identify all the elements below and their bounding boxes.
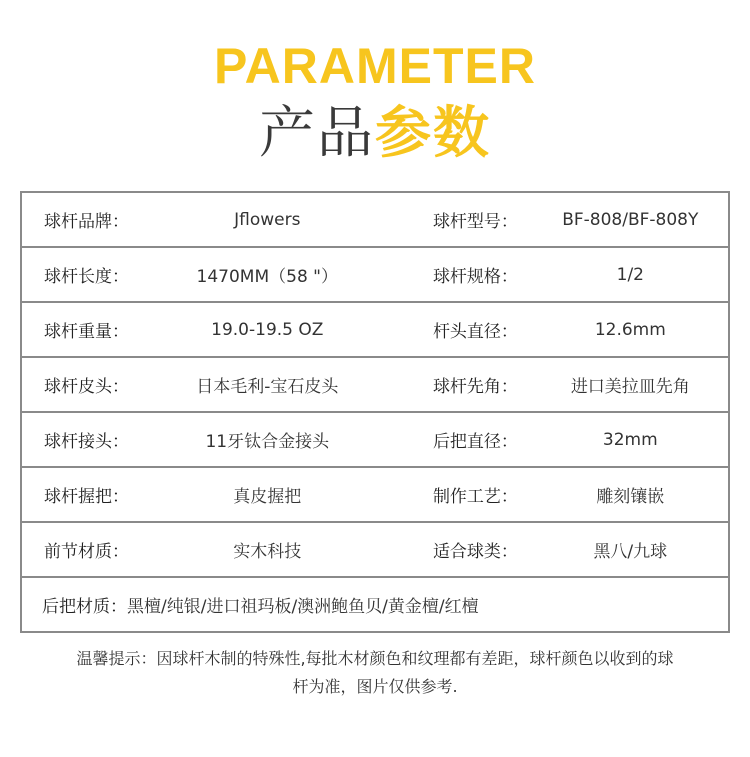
- table-row: [22, 248, 728, 303]
- param-label: 杆头直径：: [432, 322, 518, 342]
- param-value: 日本毛利-宝石皮头: [196, 377, 339, 397]
- param-label: 制作工艺：: [432, 487, 518, 507]
- param-label: 后把直径：: [432, 432, 518, 452]
- param-label: 适合球类：: [432, 542, 518, 562]
- param-value: 雕刻镶嵌: [596, 487, 665, 507]
- param-label: 球杆长度：: [44, 267, 129, 287]
- table-row: [22, 468, 728, 523]
- param-value: 实木科技: [233, 542, 302, 562]
- title-plain-text: 产品: [259, 101, 375, 166]
- page-title-english: PARAMETER: [214, 38, 536, 94]
- param-label: 前节材质：: [44, 542, 129, 562]
- param-label: 球杆品牌：: [44, 212, 129, 232]
- param-label: 球杆皮头：: [44, 377, 129, 397]
- param-value: 32mm: [602, 429, 658, 450]
- param-label: 球杆先角：: [432, 377, 518, 397]
- param-value: 黑檀/纯银/进口祖玛板/澳洲鲍鱼贝/黄金檀/红檀: [127, 597, 479, 617]
- param-value: Jflowers: [234, 209, 301, 230]
- param-label: 球杆型号：: [432, 212, 518, 232]
- param-value: 19.0-19.5 OZ: [211, 319, 324, 340]
- title-highlight-text: 参数: [375, 101, 491, 166]
- table-row: [22, 413, 728, 468]
- param-label: 后把材质：: [42, 597, 127, 617]
- param-value: BF-808/BF-808Y: [562, 209, 699, 230]
- param-value: 12.6mm: [594, 319, 666, 340]
- note-line: 杆为准，图片仅供参考.: [292, 677, 458, 696]
- param-label: 球杆握把：: [44, 487, 129, 507]
- param-value: 1/2: [616, 264, 644, 285]
- note-line: 温馨提示：因球杆木制的特殊性,每批木材颜色和纹理都有差距，球杆颜色以收到的球: [76, 649, 674, 668]
- param-label: 球杆接头：: [44, 432, 129, 452]
- page-title-chinese: [0, 98, 750, 170]
- param-label: 球杆规格：: [432, 267, 518, 287]
- param-value: 黑八/九球: [593, 542, 668, 562]
- disclaimer-note: [30, 645, 720, 701]
- table-row: [22, 358, 728, 413]
- table-row-full-width: [22, 578, 728, 633]
- table-row: [22, 193, 728, 248]
- table-row: [22, 523, 728, 578]
- parameter-table: [20, 191, 730, 633]
- param-value: 11牙钛合金接头: [205, 432, 330, 452]
- param-value: 进口美拉皿先角: [570, 377, 690, 397]
- param-label: 球杆重量：: [44, 322, 129, 342]
- param-value: 1470MM（58 "）: [196, 267, 339, 287]
- param-value: 真皮握把: [233, 487, 302, 507]
- table-row: [22, 303, 728, 358]
